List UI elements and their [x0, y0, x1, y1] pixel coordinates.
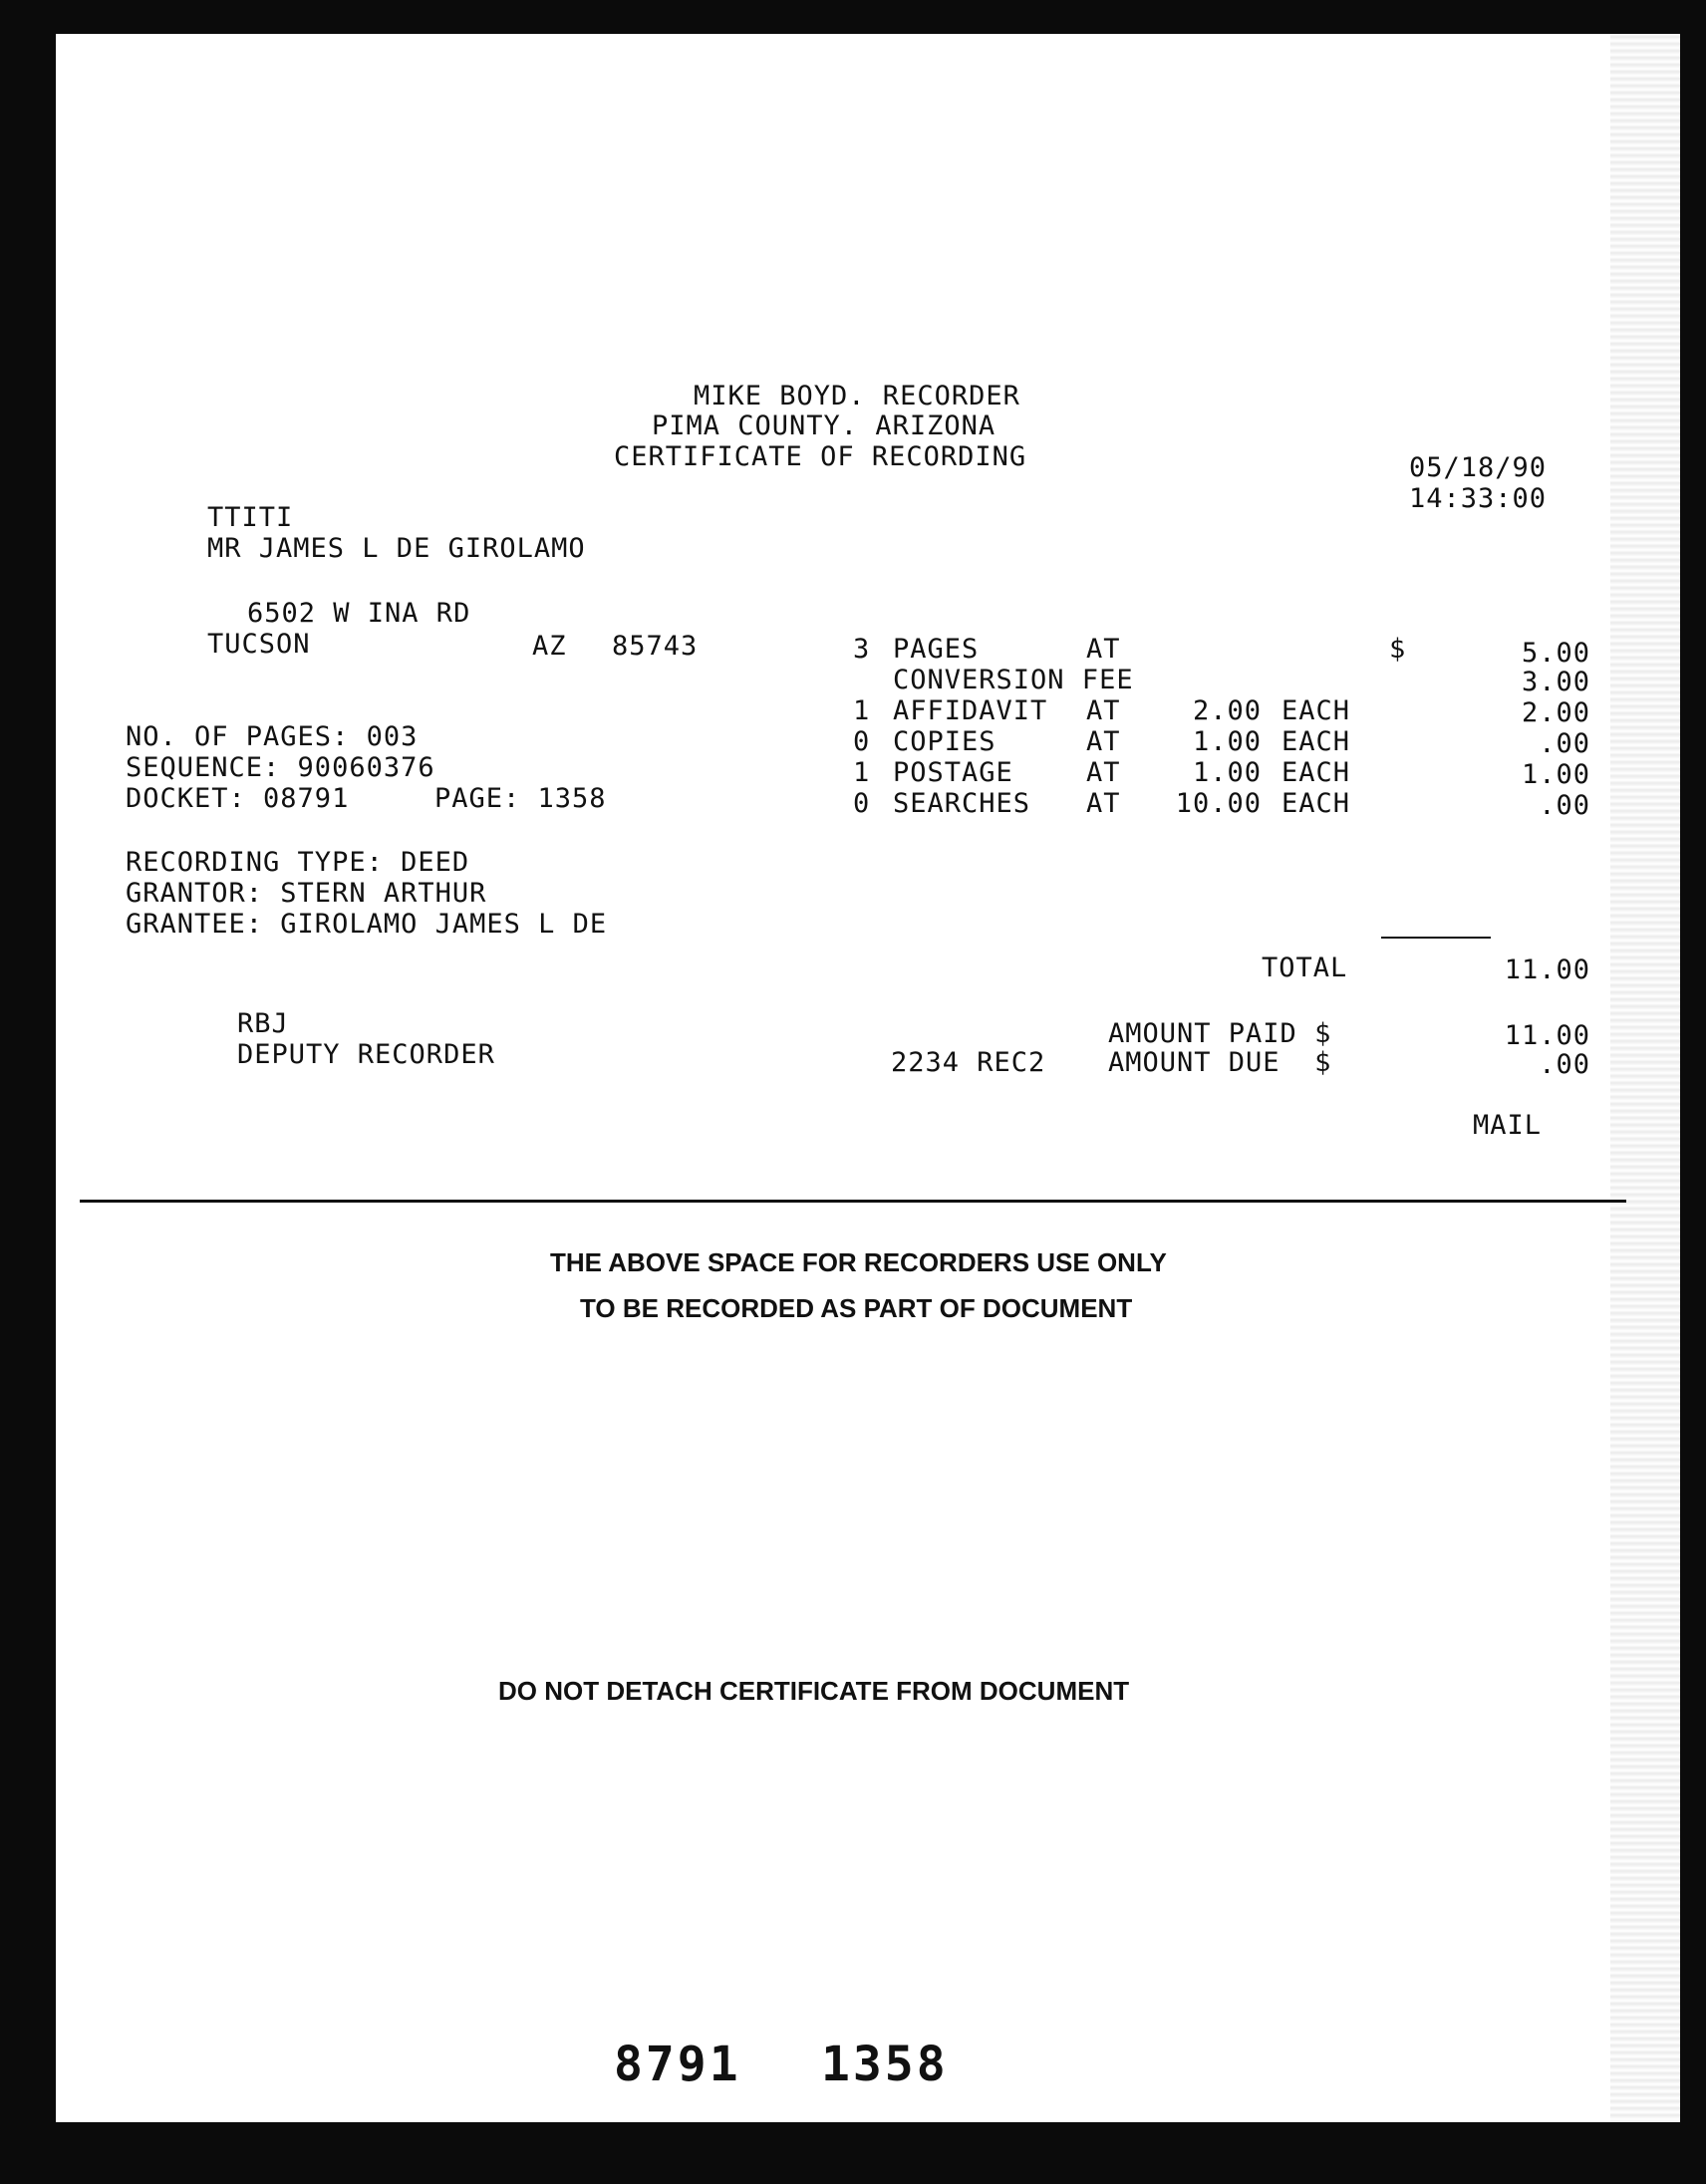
addressee-state: AZ	[532, 631, 567, 662]
addressee-city: TUCSON	[207, 629, 311, 660]
fee-amount: 1.00	[1521, 759, 1590, 790]
fee-item: CONVERSION FEE	[893, 665, 1134, 695]
docket-number: DOCKET: 08791	[126, 783, 350, 814]
fee-amount: .00	[1539, 790, 1590, 821]
fee-qty: 0	[853, 726, 871, 757]
fee-at: AT	[1086, 695, 1121, 726]
recorded-part-notice: TO BE RECORDED AS PART OF DOCUMENT	[580, 1293, 1133, 1323]
fee-at: AT	[1086, 788, 1121, 819]
recorder-name: MIKE BOYD. RECORDER	[694, 381, 1020, 411]
fee-amount: 5.00	[1521, 638, 1590, 669]
fee-rate: 10.00	[1175, 788, 1262, 819]
amount-paid-label: AMOUNT PAID $	[1108, 1018, 1332, 1049]
fee-qty: 0	[853, 788, 871, 819]
recording-date: 05/18/90	[1409, 452, 1548, 483]
fee-amount: 2.00	[1521, 697, 1590, 728]
fee-each: EACH	[1281, 726, 1351, 757]
total-label: TOTAL	[1262, 953, 1348, 983]
sequence-number: SEQUENCE: 90060376	[126, 752, 435, 783]
number-of-pages: NO. OF PAGES: 003	[126, 721, 419, 752]
grantor: GRANTOR: STERN ARTHUR	[126, 878, 487, 909]
deputy-title: DEPUTY RECORDER	[237, 1039, 495, 1070]
fee-qty: 3	[853, 634, 871, 665]
recorder-use-notice: THE ABOVE SPACE FOR RECORDERS USE ONLY	[550, 1247, 1167, 1277]
amount-due-label: AMOUNT DUE $	[1108, 1047, 1332, 1078]
addressee-zip: 85743	[612, 631, 699, 662]
fee-at: AT	[1086, 757, 1121, 788]
total-amount: 11.00	[1504, 955, 1590, 985]
fee-rate: 2.00	[1192, 695, 1262, 726]
currency-symbol: $	[1389, 634, 1407, 665]
fee-rate: 1.00	[1192, 726, 1262, 757]
fee-each: EACH	[1281, 695, 1351, 726]
fee-item: SEARCHES	[893, 788, 1031, 819]
fee-qty: 1	[853, 695, 871, 726]
amount-due: .00	[1539, 1049, 1590, 1080]
register-code: 2234 REC2	[891, 1047, 1046, 1078]
fee-item: POSTAGE	[893, 757, 1013, 788]
recording-time: 14:33:00	[1409, 483, 1548, 514]
fee-amount: .00	[1539, 728, 1590, 759]
certificate-title: CERTIFICATE OF RECORDING	[614, 441, 1027, 472]
recording-type: RECORDING TYPE: DEED	[126, 847, 470, 878]
fee-item: COPIES	[893, 726, 996, 757]
fee-rate: 1.00	[1192, 757, 1262, 788]
fee-qty: 1	[853, 757, 871, 788]
addressee-street: 6502 W INA RD	[247, 598, 471, 629]
total-divider	[1381, 937, 1491, 939]
do-not-detach-notice: DO NOT DETACH CERTIFICATE FROM DOCUMENT	[498, 1676, 1130, 1706]
fee-item: AFFIDAVIT	[893, 695, 1048, 726]
deputy-initials: RBJ	[237, 1008, 289, 1039]
docket-stamp: 8791	[614, 2037, 741, 2092]
fee-item: PAGES	[893, 634, 980, 665]
county-state: PIMA COUNTY. ARIZONA	[652, 410, 996, 441]
page-stamp: 1358	[821, 2037, 949, 2092]
addressee-code: TTITI	[207, 502, 294, 533]
scan-edge-noise	[1610, 34, 1680, 2122]
fee-each: EACH	[1281, 757, 1351, 788]
certificate-page	[56, 34, 1680, 2122]
recorder-space-divider	[80, 1200, 1626, 1203]
addressee-name: MR JAMES L DE GIROLAMO	[207, 533, 586, 564]
fee-at: AT	[1086, 634, 1121, 665]
fee-each: EACH	[1281, 788, 1351, 819]
amount-paid: 11.00	[1504, 1020, 1590, 1051]
grantee: GRANTEE: GIROLAMO JAMES L DE	[126, 909, 608, 940]
delivery-method: MAIL	[1473, 1110, 1543, 1141]
page-number: PAGE: 1358	[434, 783, 607, 814]
fee-amount: 3.00	[1521, 667, 1590, 697]
fee-at: AT	[1086, 726, 1121, 757]
